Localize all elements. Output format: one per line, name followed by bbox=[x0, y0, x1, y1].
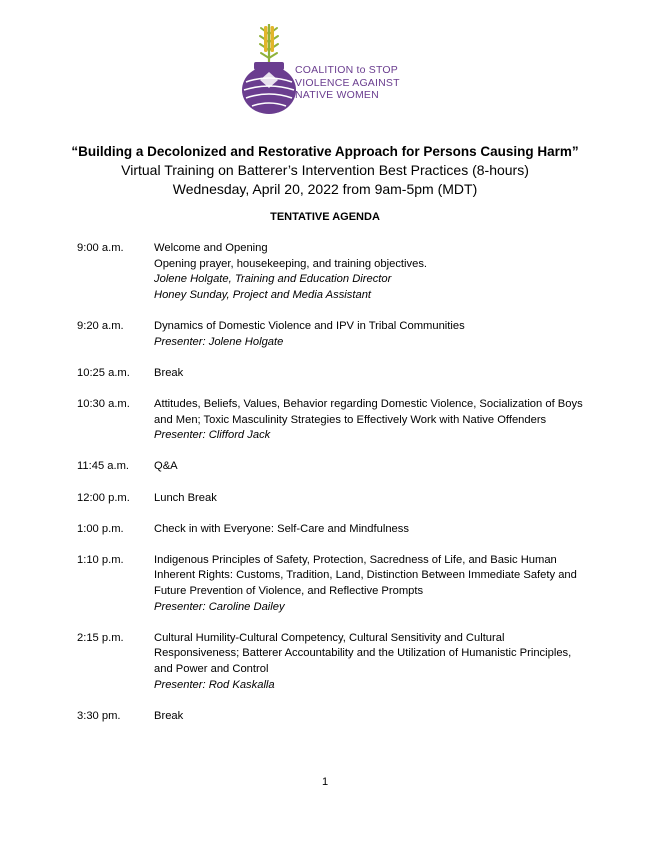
agenda-time: 2:15 p.m. bbox=[77, 631, 124, 644]
agenda-item bbox=[77, 397, 587, 444]
agenda-presenter: Jolene Holgate, Training and Education Director bbox=[154, 273, 392, 286]
page-number: 1 bbox=[321, 776, 329, 788]
agenda-item bbox=[77, 366, 587, 382]
agenda-title: Q&A bbox=[154, 460, 178, 473]
agenda-title: Dynamics of Domestic Violence and IPV in Tribal Communities bbox=[154, 319, 465, 332]
agenda-description bbox=[154, 459, 587, 475]
agenda-description bbox=[154, 491, 587, 507]
agenda-description bbox=[154, 553, 587, 615]
agenda-description bbox=[154, 631, 587, 693]
logo-line-3: NATIVE WOMEN bbox=[295, 89, 379, 101]
agenda-title: Welcome and Opening bbox=[154, 242, 268, 254]
agenda-item bbox=[77, 491, 587, 507]
agenda-item bbox=[77, 522, 587, 538]
agenda-title: Indigenous Principles of Safety, Protection, Sacredness of Life, and Basic Human Inherent Rights: Customs, Tradition, Land, Distinction Between Immediate Safety and Future Prevention of Violence, and Reflective Prompts bbox=[154, 553, 577, 598]
agenda-time: 10:30 a.m. bbox=[77, 397, 130, 410]
agenda-time: 9:00 a.m. bbox=[77, 242, 124, 254]
agenda-item bbox=[77, 709, 587, 725]
agenda-list bbox=[77, 241, 587, 740]
document-title: “Building a Decolonized and Restorative Approach for Persons Causing Harm” bbox=[71, 144, 579, 159]
agenda-description bbox=[154, 709, 587, 725]
agenda-title: Cultural Humility-Cultural Competency, Cultural Sensitivity and Cultural Responsiveness; Batterer Accountability and the Utilization of Humanistic Principles, and Power and Control bbox=[154, 631, 572, 676]
agenda-description bbox=[154, 319, 587, 350]
logo-line-2: VIOLENCE AGAINST bbox=[295, 76, 400, 89]
agenda-description bbox=[154, 397, 587, 444]
agenda-description bbox=[154, 522, 587, 538]
agenda-presenter: Presenter: Caroline Dailey bbox=[154, 600, 285, 613]
agenda-item bbox=[77, 553, 587, 615]
pottery-icon bbox=[242, 62, 296, 114]
agenda-time: 1:10 p.m. bbox=[77, 553, 124, 566]
document-header bbox=[0, 142, 650, 199]
agenda-item bbox=[77, 319, 587, 350]
agenda-title: Break bbox=[154, 366, 184, 379]
agenda-description bbox=[154, 241, 587, 303]
document-subtitle: Virtual Training on Batterer’s Intervention Best Practices (8-hours) bbox=[121, 162, 529, 178]
agenda-title: Check in with Everyone: Self-Care and Mindfulness bbox=[154, 522, 409, 535]
agenda-description bbox=[154, 366, 587, 382]
agenda-presenter: Honey Sunday, Project and Media Assistant bbox=[154, 288, 372, 301]
agenda-time: 3:30 pm. bbox=[77, 709, 121, 722]
agenda-time: 1:00 p.m. bbox=[77, 522, 124, 535]
agenda-heading: TENTATIVE AGENDA bbox=[270, 211, 380, 223]
agenda-presenter: Presenter: Clifford Jack bbox=[154, 429, 271, 442]
agenda-time: 12:00 p.m. bbox=[77, 491, 130, 504]
agenda-title: Lunch Break bbox=[154, 491, 217, 504]
logo-wordmark bbox=[295, 64, 425, 102]
logo-line-1: COALITION to STOP bbox=[295, 64, 398, 76]
agenda-item bbox=[77, 241, 587, 303]
agenda-presenter: Presenter: Jolene Holgate bbox=[154, 335, 284, 348]
agenda-detail: Opening prayer, housekeeping, and training objectives. bbox=[154, 257, 428, 270]
agenda-title: Break bbox=[154, 709, 184, 722]
agenda-time: 10:25 a.m. bbox=[77, 366, 130, 379]
agenda-time: 11:45 a.m. bbox=[77, 460, 130, 473]
agenda-title: Attitudes, Beliefs, Values, Behavior regarding Domestic Violence, Socialization of Boys and Men; Toxic Masculinity Strategies to Effectively Work with Native Offenders bbox=[154, 397, 583, 426]
agenda-time: 9:20 a.m. bbox=[77, 319, 124, 332]
agenda-presenter: Presenter: Rod Kaskalla bbox=[154, 678, 275, 691]
document-date: Wednesday, April 20, 2022 from 9am-5pm (MDT) bbox=[172, 181, 478, 197]
agenda-item bbox=[77, 459, 587, 475]
agenda-item bbox=[77, 631, 587, 693]
